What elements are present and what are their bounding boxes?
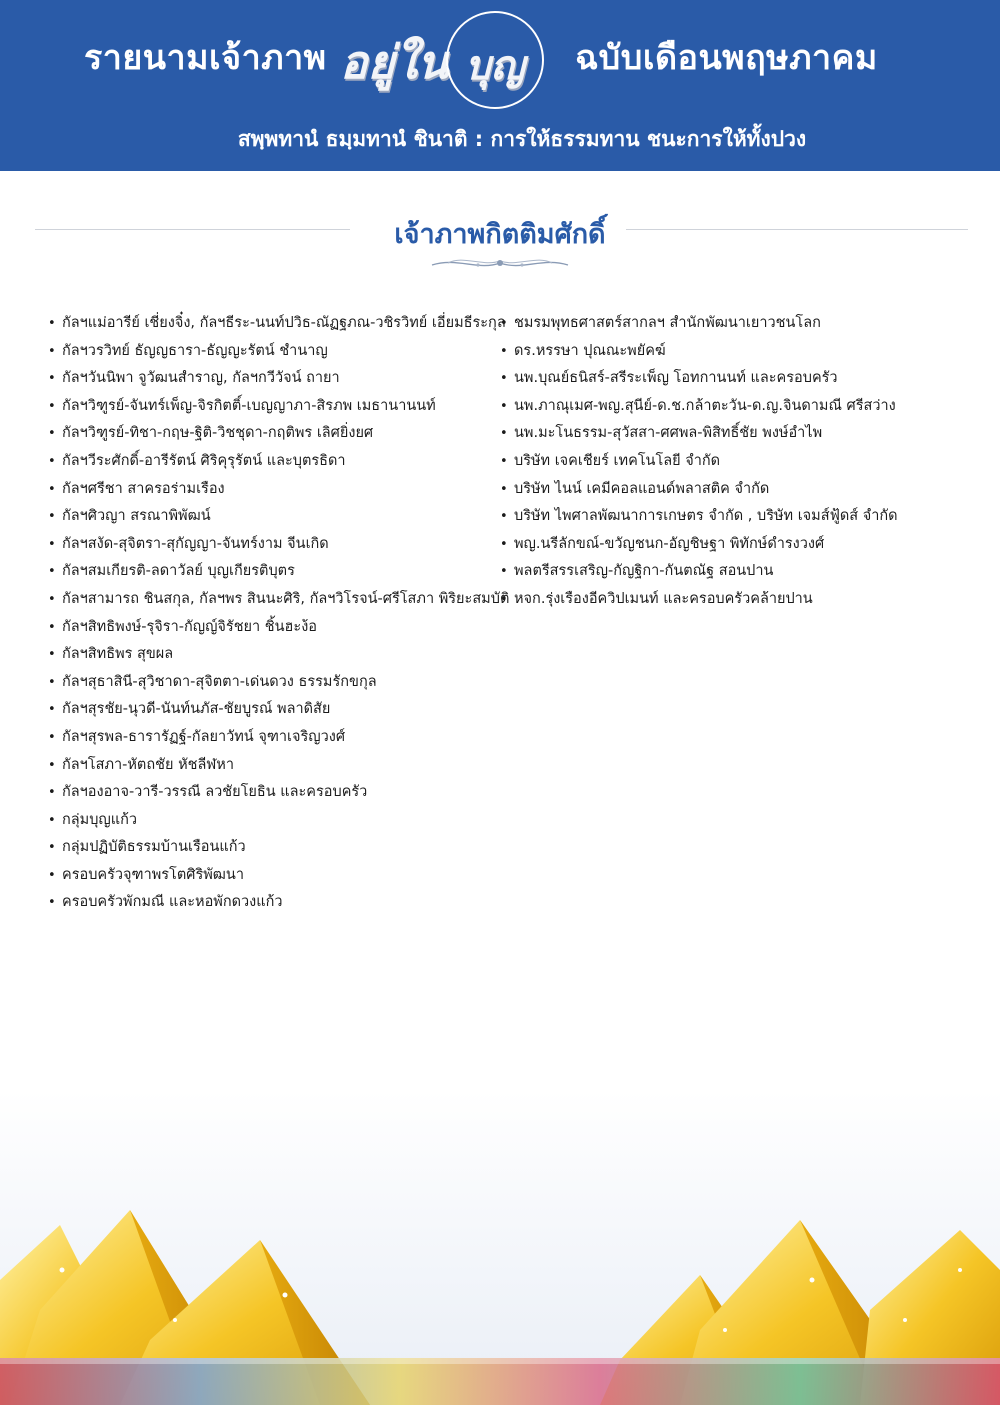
sponsor-list-item: • บริษัท เจคเชียร์ เทคโนโลยี จำกัด — [500, 448, 960, 476]
sponsor-list-item: • หจก.รุ่งเรืองอีควิปเมนท์ และครอบครัวคล้ายปาน — [500, 586, 960, 614]
sponsor-list-item: • กัลฯโสภา-หัตถชัย หัชลีฬหา — [48, 752, 504, 780]
sponsor-list-item: • กลุ่มปฏิบัติธรรมบ้านเรือนแก้ว — [48, 834, 504, 862]
sponsor-list-item: • นพ.บุณย์ธนิสร์-สรีระเพ็ญ โอทกานนท์ และครอบครัว — [500, 365, 960, 393]
sponsor-list-item: • กัลฯสิทธิพงษ์-รุจิรา-กัญญ์จิรัชยา ชิ้นฮะง้อ — [48, 614, 504, 642]
magazine-logo-script: อยู่ใน — [340, 35, 449, 89]
sponsor-list-item: • ครอบครัวพักมณี และหอพักดวงแก้ว — [48, 889, 504, 917]
sponsor-list-item: • กัลฯวิฑูรย์-จันทร์เพ็ญ-จิรกิตติ์-เบญญาภา-สิรภพ เมธานานนท์ — [48, 393, 504, 421]
sponsor-list-item: • นพ.มะโนธรรม-สุวัสสา-ศศพล-พิสิทธิ์ชัย พงษ์อำไพ — [500, 420, 960, 448]
section-title: เจ้าภาพกิตติมศักดิ์ — [394, 219, 606, 250]
sponsor-list-item: • กัลฯวรวิทย์ ธัญญธารา-ธัญญะรัตน์ ชำนาญ — [48, 338, 504, 366]
sponsor-list-right — [500, 310, 960, 614]
sponsor-list-item: • กัลฯสมเกียรติ-ลดาวัลย์ บุญเกียรติบุตร — [48, 558, 504, 586]
magazine-logo-circle-text: บุญ — [465, 42, 525, 89]
sponsor-list-item: • กัลฯวิฑูรย์-ทิชา-กฤษ-ฐิติ-วิชชุดา-กฤติพร เลิศยิ่งยศ — [48, 420, 504, 448]
sponsor-list-item: • ดร.หรรษา ปุณณะพยัคฆ์ — [500, 338, 960, 366]
sponsor-list-item: • พญ.นรีลักขณ์-ขวัญชนก-อัญชิษฐา พิทักษ์ดำรงวงศ์ — [500, 531, 960, 559]
flourish-ornament — [428, 253, 572, 273]
sponsor-list-item: • กัลฯสามารถ ชินสกุล, กัลฯพร สินนะศิริ, กัลฯวิโรจน์-ศรีโสภา พิริยะสมบัติ — [48, 586, 504, 614]
sponsor-list-item: • นพ.ภาณุเมศ-พญ.สุนีย์-ด.ช.กล้าตะวัน-ด.ญ.จินดามณี ศรีสว่าง — [500, 393, 960, 421]
magazine-logo-circle — [446, 11, 544, 109]
sponsor-list-item: • กัลฯสงัด-สุจิตรา-สุกัญญา-จันทร์งาม จีนเกิด — [48, 531, 504, 559]
sponsor-list-item: • พลตรีสรรเสริญ-กัญฐิกา-กันตณัฐ สอนปาน — [500, 558, 960, 586]
divider-right — [626, 229, 968, 230]
sponsor-list-item: • กัลฯแม่อารีย์ เชี่ยงจิ๋ง, กัลฯธีระ-นนท์ปวิธ-ณัฏฐภณ-วชิรวิทย์ เอี่ยมธีระกุล — [48, 310, 504, 338]
sponsor-list-item: • กัลฯองอาจ-วารี-วรรณี ลวชัยโยธิน และครอบครัว — [48, 779, 504, 807]
header-title-left: รายนามเจ้าภาพ — [84, 38, 327, 78]
golden-pagoda-illustration — [0, 1090, 1000, 1405]
sponsor-list-item: • กัลฯศรีชา สาครอร่ามเรือง — [48, 476, 504, 504]
sponsor-list-item: • กัลฯสุธาสินี-สุวิชาดา-สุจิตตา-เด่นดวง ธรรมรักขกุล — [48, 669, 504, 697]
sponsor-list-item: • ชมรมพุทธศาสตร์สากลฯ สำนักพัฒนาเยาวชนโลก — [500, 310, 960, 338]
sponsor-list-item: • กัลฯวันนิพา จูวัฒนสำราญ, กัลฯกวีวัจน์ ถายา — [48, 365, 504, 393]
sponsor-list-item: • กัลฯศิวญา สรณาพิพัฒน์ — [48, 503, 504, 531]
sponsor-list-item: • กัลฯวีระศักดิ์-อารีรัตน์ ศิริคุรุรัตน์ และบุตรธิดา — [48, 448, 504, 476]
sponsor-list-item: • กัลฯสุรพล-ธารารัฏฐ์-กัลยาวัทน์ จุฑาเจริญวงศ์ — [48, 724, 504, 752]
sponsor-list-item: • กลุ่มบุญแก้ว — [48, 807, 504, 835]
sponsor-list-item: • บริษัท ไพศาลพัฒนาการเกษตร จำกัด , บริษัท เจมส์ฟู้ดส์ จำกัด — [500, 503, 960, 531]
sponsor-list-left — [48, 310, 510, 917]
sponsor-list-item: • ครอบครัวจุฑาพรโตศิริพัฒนา — [48, 862, 504, 890]
sponsor-list-item: • กัลฯสุรชัย-นุวดี-นันท์นภัส-ชัยบูรณ์ พลาดิสัย — [48, 696, 504, 724]
sponsor-list-item: • กัลฯสิทธิพร สุขผล — [48, 641, 504, 669]
header-subtitle: สพฺพทานํ ธมฺมทานํ ชินาติ : การให้ธรรมทาน ชนะการให้ทั้งปวง — [237, 127, 807, 151]
sponsor-list-item: • บริษัท ไนน์ เคมีคอลแอนด์พลาสติค จำกัด — [500, 476, 960, 504]
header-title-right: ฉบับเดือนพฤษภาคม — [575, 38, 878, 78]
header-banner — [0, 0, 1000, 171]
